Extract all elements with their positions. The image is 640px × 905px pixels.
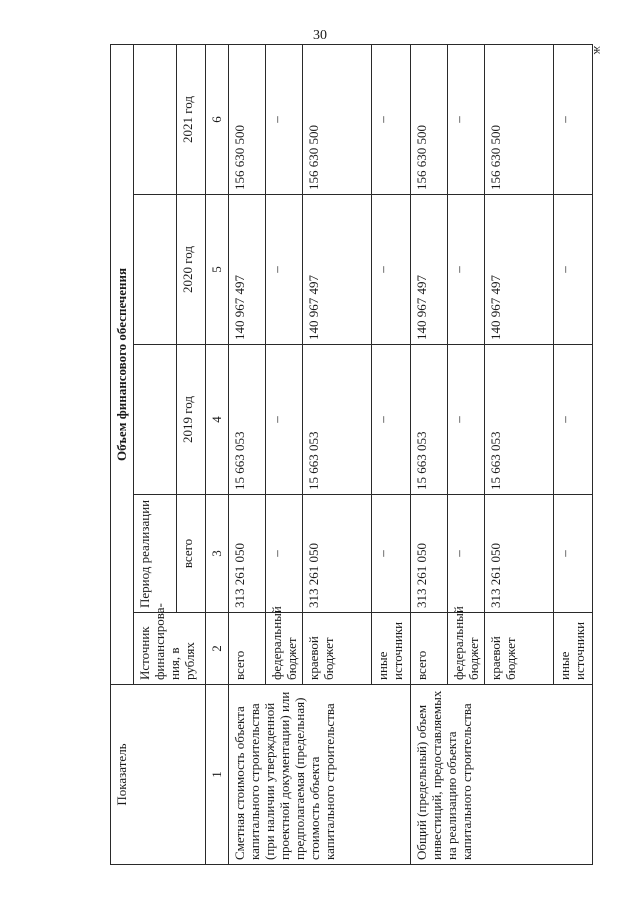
column-number: 3: [206, 495, 229, 613]
value-total: –: [266, 495, 303, 613]
header-empty: [134, 195, 177, 345]
value-2019: –: [266, 345, 303, 495]
header-2020: 2020 год: [177, 195, 206, 345]
value-2021: –: [372, 44, 411, 194]
value-2020: 140 967 497: [229, 195, 266, 345]
header-period: Период реализации: [134, 495, 177, 613]
source-cell: всего: [229, 613, 266, 685]
header-indicator: Показатель: [111, 685, 206, 865]
value-total: 313 261 050: [303, 495, 372, 613]
header-total: всего: [177, 495, 206, 613]
header-empty: [134, 345, 177, 495]
value-total: 313 261 050: [485, 495, 554, 613]
page-number: 30: [313, 28, 327, 43]
value-2020: –: [554, 195, 593, 345]
value-2021: –: [448, 44, 485, 194]
value-2021: –: [554, 44, 593, 194]
column-number: 1: [206, 685, 229, 865]
source-cell: федеральный бюджет: [266, 613, 303, 685]
indicator-cell: Общий (предельный) объем инвестиций, предоставляемых на реализацию объекта капитального строительства: [411, 685, 593, 865]
indicator-cell: Сметная стоимость объекта капитального строительства (при наличии утвержденной проектной документации) или предполагаемая (предельная) стоимость объекта капитального строительства: [229, 685, 411, 865]
value-2020: –: [372, 195, 411, 345]
corner-mark: ж: [591, 46, 605, 55]
header-2019: 2019 год: [177, 345, 206, 495]
value-2019: 15 663 053: [303, 345, 372, 495]
rotated-table-wrapper: [110, 45, 587, 865]
source-cell: краевой бюджет: [303, 613, 372, 685]
value-total: –: [372, 495, 411, 613]
column-number: 2: [206, 613, 229, 685]
header-row-title: [111, 44, 134, 864]
source-cell: иные источники: [372, 613, 411, 685]
table-title: Объем финансового обеспечения: [111, 44, 134, 684]
header-empty: [134, 44, 177, 194]
value-2020: 140 967 497: [485, 195, 554, 345]
column-number: 6: [206, 44, 229, 194]
header-source: Источник финансирова-ния, в рублях: [134, 613, 206, 685]
table-row: [411, 44, 448, 864]
value-total: –: [554, 495, 593, 613]
header-row-numbers: [206, 44, 229, 864]
value-total: 313 261 050: [229, 495, 266, 613]
value-2019: 15 663 053: [411, 345, 448, 495]
value-2021: 156 630 500: [229, 44, 266, 194]
value-2020: 140 967 497: [303, 195, 372, 345]
value-total: –: [448, 495, 485, 613]
source-cell: иные источники: [554, 613, 593, 685]
source-cell: краевой бюджет: [485, 613, 554, 685]
value-2020: –: [266, 195, 303, 345]
header-2021: 2021 год: [177, 44, 206, 194]
column-number: 5: [206, 195, 229, 345]
value-2021: 156 630 500: [485, 44, 554, 194]
value-2021: 156 630 500: [303, 44, 372, 194]
value-2021: 156 630 500: [411, 44, 448, 194]
value-2019: 15 663 053: [485, 345, 554, 495]
source-cell: всего: [411, 613, 448, 685]
value-2020: –: [448, 195, 485, 345]
value-2019: –: [554, 345, 593, 495]
column-number: 4: [206, 345, 229, 495]
value-2020: 140 967 497: [411, 195, 448, 345]
value-2019: 15 663 053: [229, 345, 266, 495]
source-cell: федеральный бюджет: [448, 613, 485, 685]
value-2021: –: [266, 44, 303, 194]
value-2019: –: [448, 345, 485, 495]
financing-table: [110, 44, 593, 865]
value-2019: –: [372, 345, 411, 495]
value-total: 313 261 050: [411, 495, 448, 613]
table-row: [229, 44, 266, 864]
